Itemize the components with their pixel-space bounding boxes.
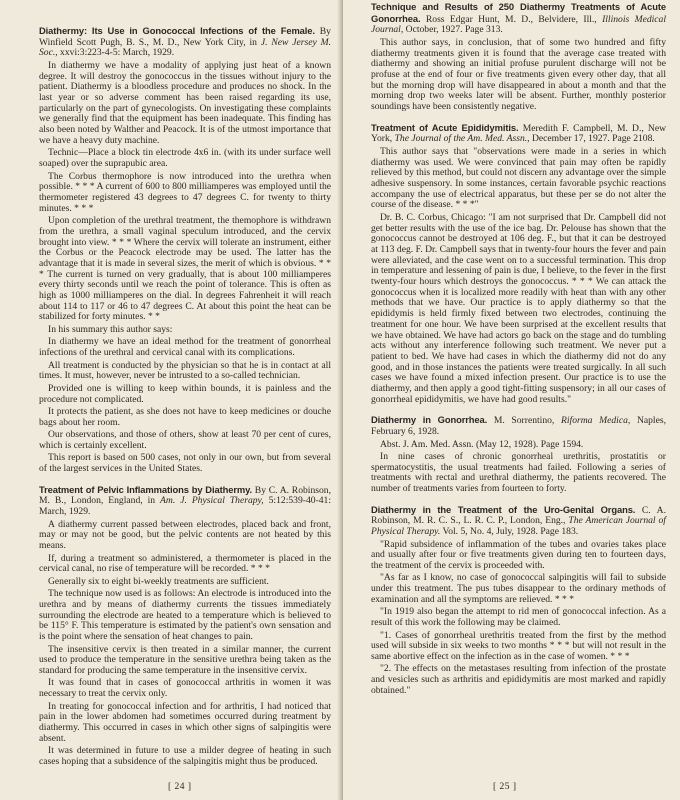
article-citation-detail: Naples, February 6, 1928. [371, 415, 666, 437]
paragraph: Dr. B. C. Corbus, Chicago: "I am not surprised that Dr. Campbell did not get better results with the use of the ice bag. Dr. Pelouse has shown that the gonococcus cannot be destroyed at 106 deg. F., but that it can be destroyed at 113 deg. F. Dr. Campbell says that in twenty-four hours the fever and pain were alleviated, and the case went on to a successful termination. This drop in temperature and lessening of pain is due, I believe, to the fever in the first twenty-four hours which destroys the gonococcus. * * * We can attack the gonococcus when it is localized more readily with heat than with any other methods that we have. Our practice is to apply diathermy so that the epididymis is held firmly fixed between two electrodes, continuing the treatment for one hour. We have been surprised at the excellent results that we have obtained. We have had actors go back on the stage and do tumbling acts without any interference following such treatment. We never put a patient to bed. We have had cases in which the diathermy did not do any good, and in those instances the patients were treated surgically. In all such cases we have found a mixed infection present. Our practice is to use the diathermy, and then apply a good tight-fitting suspensory; in all our cases of gonorrheal epididymitis, we have had good results." [371, 211, 666, 405]
article-citation: J. New Jersey M. Soc., [39, 36, 331, 59]
article-citation: Illinois Medical Journal, [371, 13, 667, 36]
paragraph: Abst. J. Am. Med. Assn. (May 12, 1928). Page 1594. [380, 438, 584, 450]
paragraph: "As far as I know, no case of gonococcal salpingitis will fail to subside under this treatment. The pus tubes disappear to the ordinary methods of examination and all the symptoms are relieved. * * * [371, 572, 666, 605]
article-title: Technique and Results of 250 Diathermy Treatments of Acute Gonorrhea. [371, 1, 666, 24]
article-heading [39, 485, 331, 518]
paragraph: It protects the patient, as she does not have to keep medicines or douche bags about her room. [39, 406, 331, 428]
paragraph: Provided one is willing to keep within bounds, it is painless and the procedure not complicated. [39, 382, 331, 405]
paragraph: In treating for gonococcal infection and for arthritis, I had noticed that pain in the lower abdomen had sometimes occurred during treatment by diathermy. This occurred in cases in which other signs of salpingitis were absent. [39, 700, 331, 744]
paragraph: A diathermy current passed between electrodes, placed back and front, may or may not be good, but the pelvic contents are not heated by this means. [39, 518, 331, 551]
article-title: Treatment of Pelvic Inflammations by Diathermy. [39, 483, 253, 495]
paragraph: This author says that "observations were made in a series in which diathermy was used. We were convinced that pain may often be rapidly relieved by this method, but could not discern any advantage over the simple adhesive suspensory. In some instances, certain favorable psychic reactions accompany the use of electrical apparatus, but these per se do not alter the course of the disease. * * *" [371, 145, 666, 211]
paragraph: This report is based on 500 cases, not only in our own, but from several of the largest services in the United States. [39, 452, 331, 475]
article-citation-detail: Vol. 5, No. 4, July, 1928. Page 183. [440, 526, 579, 538]
paragraph: Our observations, and those of others, show at least 70 per cent of cures, which is certainly excellent. [39, 429, 331, 451]
paragraph: "2. The effects on the metastases resulting from infection of the prostate and vesicles such as arthritis and epididymitis are most marked and rapidly obtained." [371, 663, 666, 696]
article-title: Treatment of Acute Epididymitis. [371, 121, 519, 133]
article-title: Diathermy: Its Use in Gonococcal Infections of the Female. [39, 25, 315, 36]
paragraph: In his summary this author says: [48, 323, 173, 335]
article-citation: The Journal of the Am. Med. Assn., [394, 133, 530, 145]
article-title: Diathermy in the Treatment of the Uro-Genital Organs. [371, 503, 636, 515]
left-column [39, 26, 331, 768]
page-number: [ 24 ] [168, 782, 192, 792]
article-heading [371, 123, 666, 145]
article-citation-detail: xxvi:3:223-4-5: March, 1929. [57, 47, 175, 59]
paragraph: The technique now used is as follows: An electrode is introduced into the urethra and by means of diathermy currents the tissues immediately surrounding the electrode are heated to a temperature which is believed to be 115° F. This temperature is estimated by the patient's own sensation and is the point where the sensation of heat changes to pain. [39, 588, 331, 643]
paragraph: Upon completion of the urethral treatment, the themophore is withdrawn from the urethra, a small vaginal speculum introduced, and the cervix brought into view. * * * Where the cervix will tolerate an instrument, either the Corbus or the Peacock electrode may be used. The latter has the advantage that it is made in several sizes, the merit of which is obvious. * * * The current is turned on very gradually, that is about 100 milliamperes every thirty seconds until we reach the point of tolerance. This is often as high as 1000 milliamperes on the dial. In degrees Fahrenheit it will reach about 114 to 117 or 46 to 47 degrees C. At about this point the heat can be stabilized for forty minutes. * * [39, 215, 331, 323]
article-byline: By Winfield Scott Pugh, B. S., M. D., New York City, in [39, 26, 331, 48]
paragraph: "In 1919 also began the attempt to rid men of gonococcal infection. As a result of this work the following may be claimed. [371, 606, 666, 629]
paragraph: This author says, in conclusion, that of some two hundred and fifty diathermy treatments given it is found that the average case treated with diathermy and showing an initial profuse purulent discharge will not be profuse at the end of four or five treatments given every other day, that all but the morning drop will have disappeared in about a month and that the morning drop two weeks later will be absent. Further, monthly posterior soundings have been consistently negative. [371, 36, 666, 113]
paragraph: It was determined in future to use a milder degree of heating in such cases hoping that a subsidence of the salpingitis might thus be produced. [39, 745, 331, 767]
article-title: Diathermy in Gonorrhea. [371, 414, 488, 426]
article-citation: Am. J. Physical Therapy, [160, 495, 264, 507]
paragraph: Technic—Place a block tin electrode 4x6 in. (with its under surface well soaped) over the suprapubic area. [39, 147, 331, 170]
paragraph: It was found that in cases of gonococcal arthritis in women it was necessary to treat the cervix only. [39, 677, 331, 700]
article-citation-detail: 5:12:539-40-41: March, 1929. [39, 495, 331, 518]
paragraph: The insensitive cervix is then treated in a similar manner, the current used to produce the temperature in the sensitive urethra being taken as the standard for producing the same temperature in the insensitive cervix. [39, 643, 331, 676]
article-heading [371, 415, 666, 437]
paragraph: All treatment is conducted by the physician so that he is in contact at all times. It must, however, never be intrusted to a so-called technician. [39, 359, 331, 382]
article-heading [371, 2, 666, 36]
right-page [343, 0, 680, 800]
paragraph: "Rapid subsidence of inflammation of the tubes and ovaries takes place and usually after four or five treatments given during ten to fourteen days, the treatment of the cervix is proceeded with. [371, 538, 666, 571]
article-byline: C. A. Robinson, M. R. C. S., L. R. C. P., London, Eng., [371, 504, 666, 527]
article-heading [39, 26, 331, 59]
article-byline: M. Sorrentino, [493, 415, 555, 427]
article-byline: By C. A. Robinson, M. B., London, England, in [39, 484, 331, 507]
article-heading [371, 505, 666, 538]
article-citation-detail: October, 1927. Page 313. [403, 24, 503, 36]
right-column [371, 2, 666, 697]
paragraph: In nine cases of chronic gonorrheal urethritis, prostatitis or spermatocystitis, the usual treatments had failed. Following a series of treatments with rectal and urethral diathermy, the patients recovered. The number of treatments varies from fourteen to forty. [371, 451, 666, 495]
paragraph: The Corbus thermophore is now introduced into the urethra when possible. * * * A current of 600 to 800 milliamperes was employed until the thermometer registered 43 degrees to 47 degrees C. for twenty to thirty minutes. * * * [39, 170, 331, 214]
article-citation-detail: December 17, 1927. Page 2108. [529, 133, 655, 145]
paragraph: "1. Cases of gonorrheal urethritis treated from the first by the method used will subside in six weeks to two months * * * but will not result in the same abortive effect on the infection as in the case of women. * * * [371, 629, 666, 662]
paragraph: In diathermy we have a modality of applying just heat of a known degree. It will destroy the gonococcus in the tissues without injury to the patient. Diathermy is a bloodless procedure and produces no shock. In the last year or so adverse comment has been raised regarding its use, particularly on the part of gynecologists. On investigating these complaints we generally find that the equipment has been inadequate. This finding has also been noted by Walther and Peacock. It is of the utmost importance that we have a heavy duty machine. [39, 59, 331, 146]
article-citation: Riforma Medica, [561, 415, 631, 427]
paragraph: Generally six to eight bi-weekly treatments are sufficient. [48, 575, 269, 587]
article-byline: Ross Edgar Hunt, M. D., Belvidere, Ill., [425, 13, 597, 25]
article-byline: Meredith F. Campbell, M. D., New York, [371, 122, 667, 145]
page-number: [ 25 ] [493, 782, 517, 792]
article-citation: The American Journal of Physical Therapy. [371, 515, 666, 538]
paragraph: If, during a treatment so administered, a thermometer is placed in the cervical canal, no rise of temperature will be recorded. * * * [39, 552, 331, 575]
paragraph: In diathermy we have an ideal method for the treatment of gonorrheal infections of the urethral and cervical canal with its complications. [39, 336, 331, 359]
